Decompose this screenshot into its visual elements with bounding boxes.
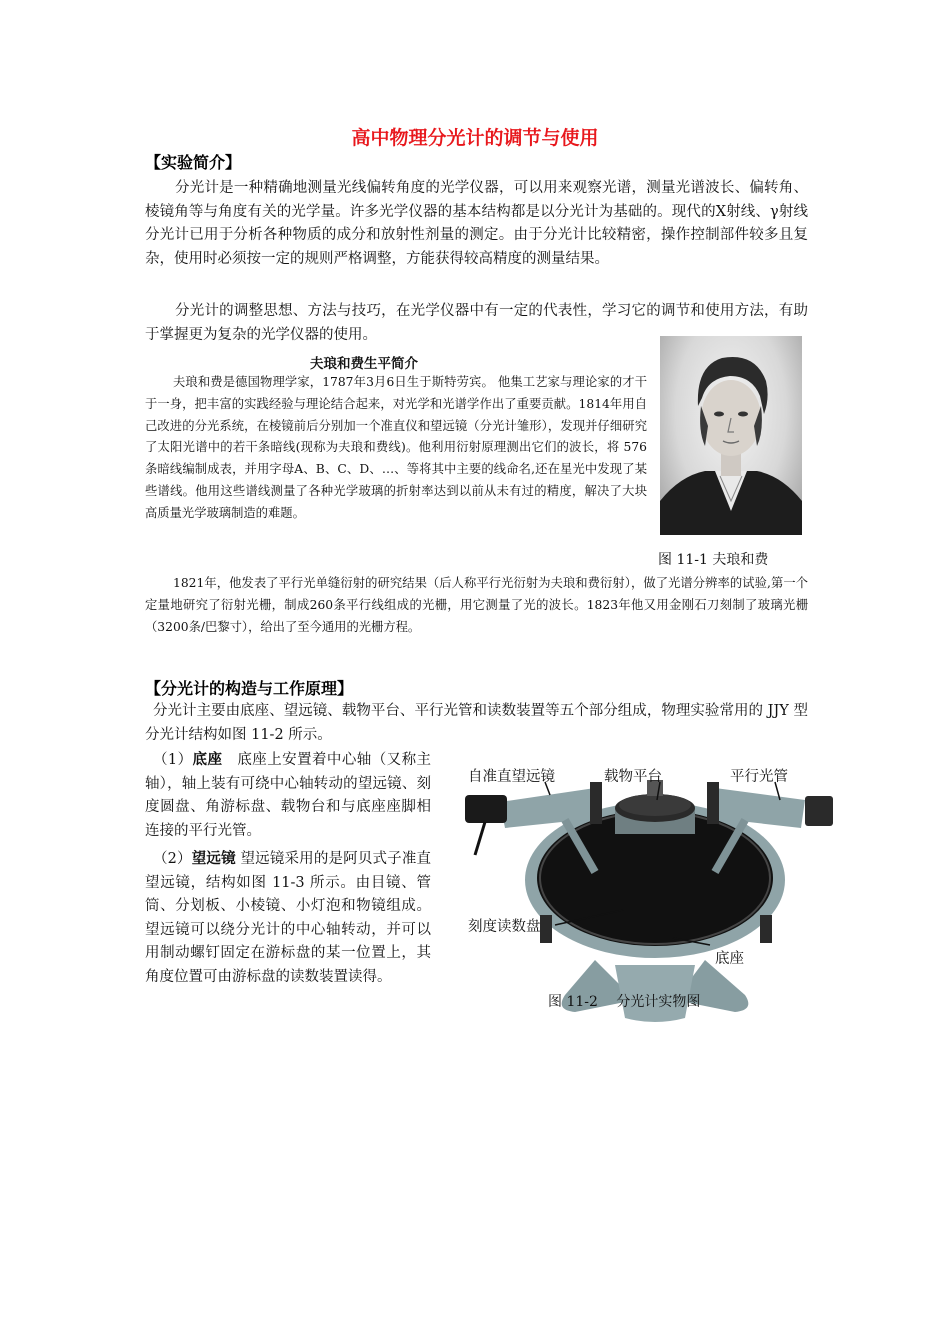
bio-paragraph-1: 夫琅和费是德国物理学家，1787年3月6日生于斯特劳宾。 他集工艺家与理论家的才干于一身，把丰富的实践经验与理论结合起来，对光学和光谱学作出了重要贡献。1814年用自己改进的分光系统，在棱镜前后分别加一个准直仪和望远镜（分光计雏形），发现并仔细研究了太阳光谱中的若干条暗线(现称为夫琅和费线)。他利用衍射原理测出它们的波长，将 576条暗线编制成表，并用字母A、B、C、D、…、等将其中主要的线命名,还在星光中发现了某些谱线。他用这些谱线测量了各种光学玻璃的折射率达到以前从未有过的精度，解决了大块高质量光学玻璃制造的难题。	[145, 375, 647, 520]
label-stage: 载物平台	[604, 769, 662, 785]
fraunhofer-portrait	[660, 336, 802, 535]
structure-item-telescope	[145, 848, 431, 989]
figure-leader-lines	[445, 760, 865, 1030]
label-telescope: 自准直望远镜	[468, 769, 555, 785]
portrait-drawing	[660, 336, 802, 535]
section-heading-structure: 【分光计的构造与工作原理】	[145, 679, 354, 698]
structure-intro: 分光计主要由底座、望远镜、载物平台、平行光管和读数装置等五个部分组成，物理实验常用的 JJY 型分光计结构如图 11-2 所示。	[145, 703, 808, 743]
item-base-number: （1）	[153, 752, 193, 768]
item-base-term: 底座	[192, 752, 223, 768]
intro-paragraph-1: 分光计是一种精确地测量光线偏转角度的光学仪器，可以用来观察光谱，测量光谱波长、偏转角、棱镜角等与角度有关的光学量。许多光学仪器的基本结构都是以分光计为基础的。现代的X射线、γ射线分光计已用于分析各种物质的成分和放射性剂量的测定。由于分光计比较精密，操作控制部件较多且复杂，使用时必须按一定的规则严格调整，方能获得较高精度的测量结果。	[145, 180, 808, 267]
figure-11-1-caption: 图 11-1 夫琅和费	[658, 552, 769, 568]
label-base: 底座	[715, 951, 744, 967]
item-telescope-term: 望远镜	[191, 851, 236, 867]
item-telescope-text: 望远镜采用的是阿贝式子准直望远镜，结构如图 11-3 所示。由目镜、管筒、分划板、小棱镜、小灯泡和物镜组成。望远镜可以绕分光计的中心轴转动，并可以用制动螺钉固定在游标盘的某一位置上，其角度位置可由游标盘的读数装置读得。	[145, 851, 432, 985]
bio-paragraph-2: 1821年，他发表了平行光单缝衍射的研究结果（后人称平行光衍射为夫琅和费衍射），做了光谱分辨率的试验,第一个定量地研究了衍射光栅，制成260条平行线组成的光栅，用它测量了光的波长。1823年他又用金刚石刀刻制了玻璃光栅（3200条/巴黎寸），给出了至今通用的光栅方程。	[145, 576, 808, 634]
label-collimator: 平行光管	[730, 769, 788, 785]
item-base-text: 底座上安置着中心轴（又称主轴），轴上装有可绕中心轴转动的望远镜、刻度圆盘、角游标盘、载物台和与底座座脚相连接的平行光管。	[145, 752, 432, 839]
label-dial: 刻度读数盘	[468, 919, 541, 935]
section-heading-intro: 【实验简介】	[145, 153, 242, 172]
intro-paragraph-2: 分光计的调整思想、方法与技巧，在光学仪器中有一定的代表性，学习它的调节和使用方法，有助于掌握更为复杂的光学仪器的使用。	[145, 303, 808, 343]
item-telescope-number: （2）	[153, 851, 192, 867]
structure-item-base	[145, 749, 431, 843]
page-title: 高中物理分光计的调节与使用	[351, 127, 599, 149]
figure-11-2-caption: 图 11-2 分光计实物图	[548, 994, 701, 1010]
bio-heading: 夫琅和费生平简介	[310, 356, 418, 372]
